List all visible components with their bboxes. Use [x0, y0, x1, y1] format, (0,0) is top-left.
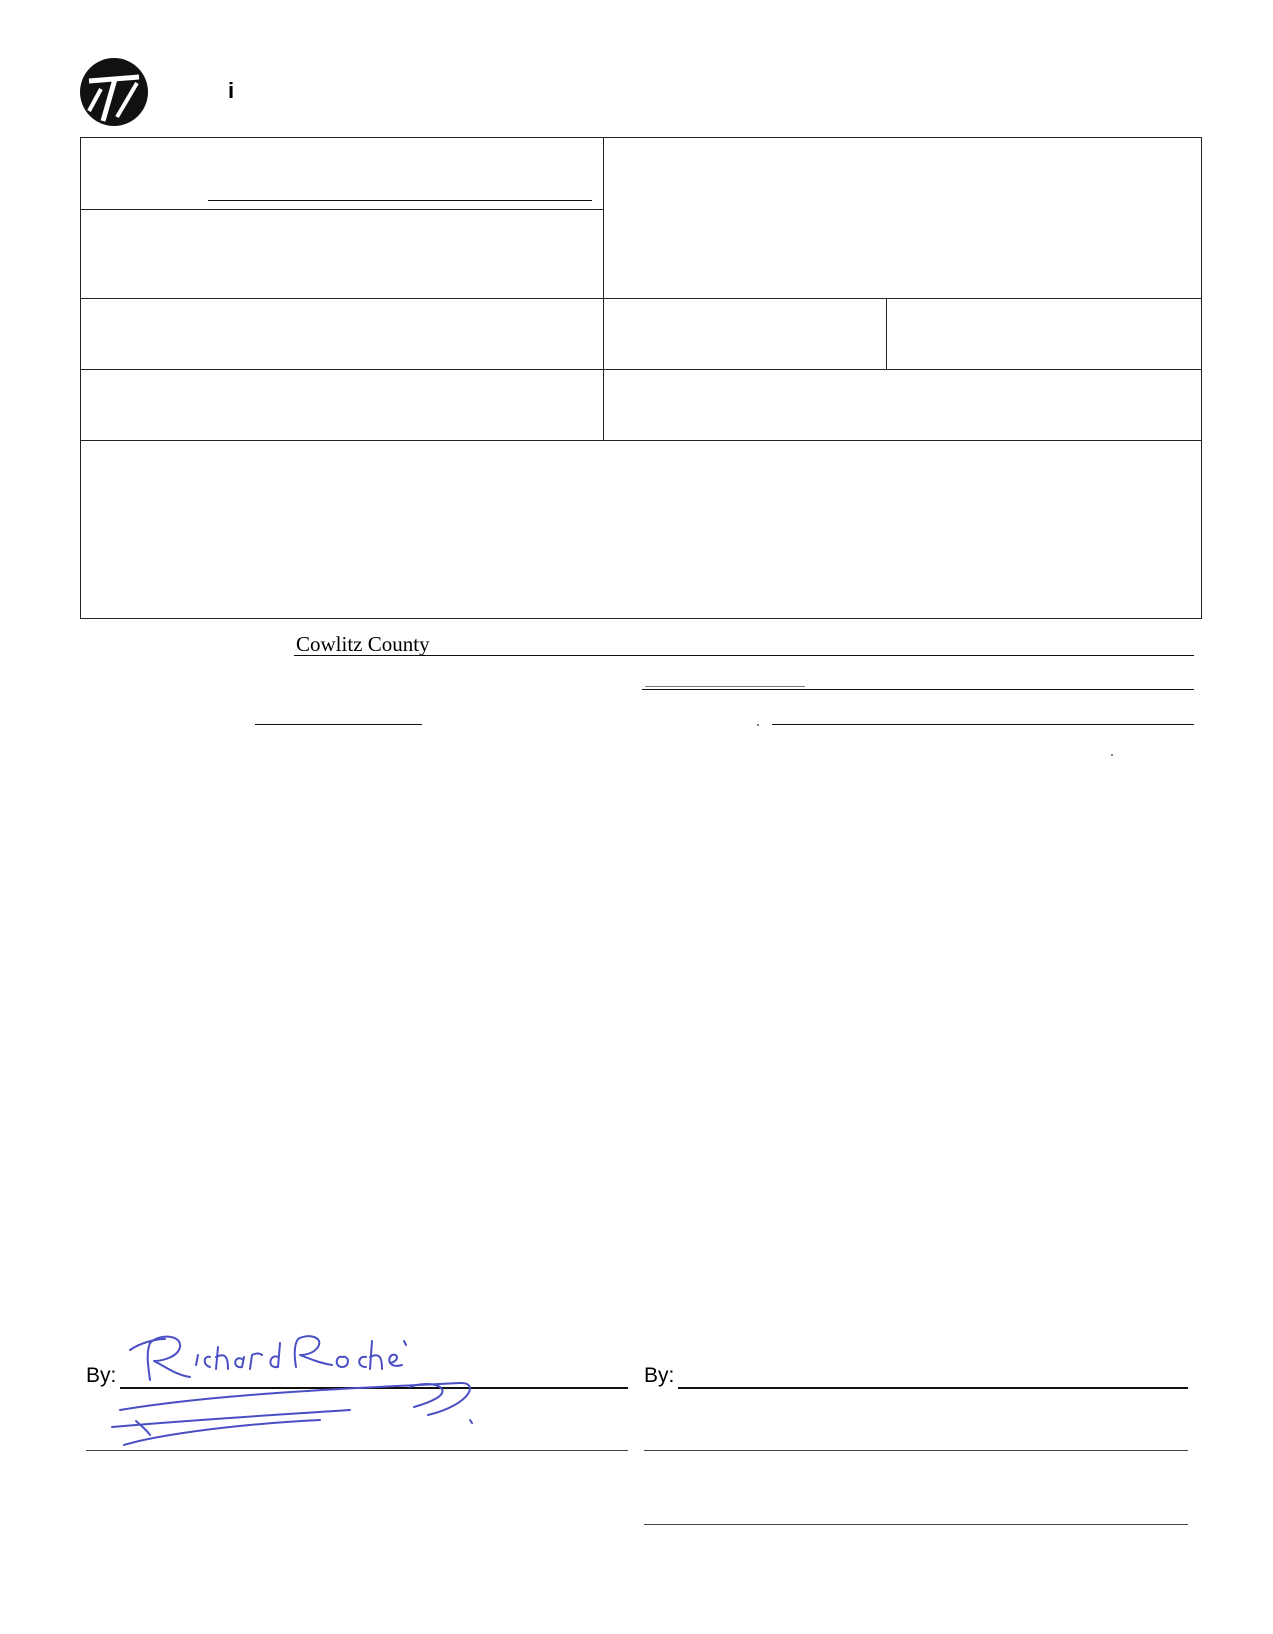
left-by-label: By:	[86, 1364, 117, 1387]
table-divider	[886, 298, 887, 369]
handwritten-signature	[110, 1325, 510, 1465]
consultant-name-underline	[642, 689, 1194, 690]
period-mark	[1111, 754, 1113, 756]
table-divider	[81, 298, 1201, 299]
period-mark	[757, 724, 759, 726]
dash-mark	[645, 686, 805, 687]
table-divider	[603, 138, 604, 440]
table-divider	[81, 209, 603, 210]
table-divider	[81, 369, 1201, 370]
right-signature-line[interactable]	[678, 1387, 1188, 1389]
table-divider	[81, 440, 1201, 441]
date-field-underline[interactable]	[255, 724, 422, 725]
amount-field-underline[interactable]	[772, 724, 1194, 725]
wsdot-logo-icon	[79, 55, 149, 130]
agreement-info-table	[80, 137, 1202, 619]
local-agency-underline	[294, 655, 1194, 656]
agency-title-fragment: i	[228, 78, 235, 103]
local-agency-name: Cowlitz County	[296, 632, 430, 656]
supplement-number-field[interactable]	[208, 200, 592, 201]
right-by-label: By:	[644, 1364, 675, 1387]
right-name-line[interactable]	[644, 1450, 1188, 1451]
right-title-line[interactable]	[644, 1524, 1188, 1525]
